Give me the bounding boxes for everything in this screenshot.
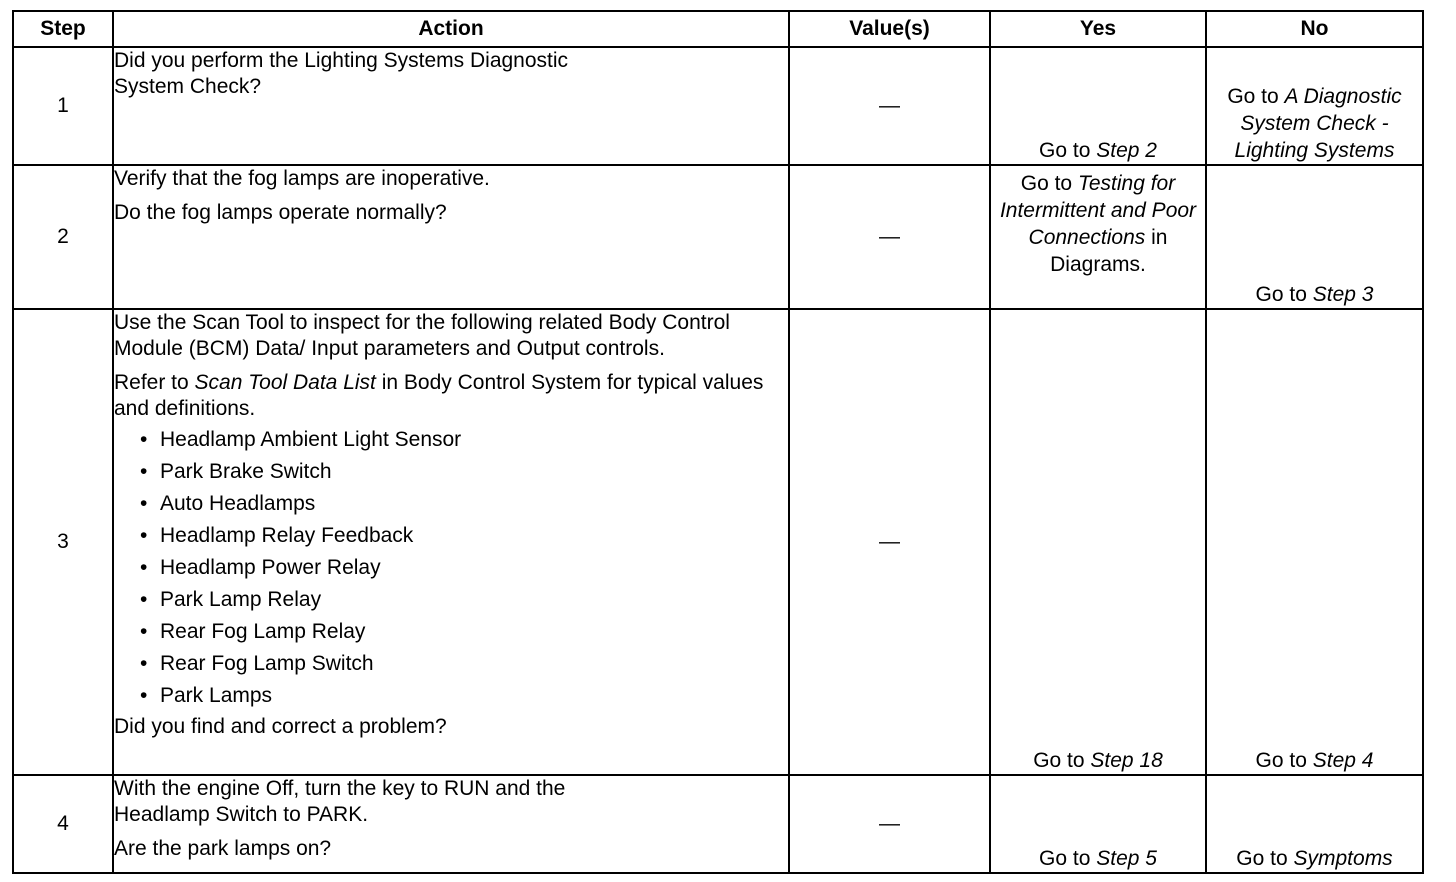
parameter-list [114,424,788,712]
action-text: Did you find and correct a problem? [114,715,447,738]
action-text [114,370,788,422]
list-item: • Headlamp Ambient Light Sensor [140,424,788,456]
action-cell [113,309,789,775]
action-cell [113,165,789,309]
goto-prefix: Go to [1039,847,1097,870]
value-cell: — [789,309,990,775]
value-cell: — [789,47,990,165]
table-header-row [13,11,1423,47]
yes-cell [990,47,1206,165]
list-item: • Rear Fog Lamp Relay [140,616,788,648]
table-row [13,47,1423,165]
yes-cell [990,775,1206,873]
goto-prefix: Go to [1255,749,1313,772]
goto-prefix: Go to [1039,139,1097,162]
action-text-suffix: in Body Control System for typical values and definitions. [114,371,764,420]
header-step: Step [13,11,113,47]
action-text-prefix: Refer to [114,371,195,394]
header-yes: Yes [990,11,1206,47]
table-row [13,165,1423,309]
list-item: • Auto Headlamps [140,488,788,520]
goto-link[interactable]: Step 4 [1312,749,1374,772]
list-item: • Rear Fog Lamp Switch [140,648,788,680]
goto-prefix: Go to [1033,749,1091,772]
action-text: Headlamp Switch to PARK. [114,803,369,826]
list-item: • Headlamp Power Relay [140,552,788,584]
action-text: Are the park lamps on? [114,837,332,860]
goto-prefix: Go to [1227,85,1285,108]
action-text: Did you perform the Lighting Systems Diagnostic [114,49,569,72]
yes-cell [990,165,1206,309]
goto-link[interactable]: Step 2 [1096,139,1157,162]
header-action: Action [113,11,789,47]
goto-link[interactable]: A Diagnostic System Check - Lighting Systems [1234,85,1402,162]
header-no: No [1206,11,1423,47]
goto-link[interactable]: Testing for Intermittent and Poor Connections [999,172,1197,249]
goto-prefix: Go to [1020,172,1078,195]
action-text: Use the Scan Tool to inspect for the following related Body Control Module (BCM) Data/ Input parameters and Output controls. [114,311,730,360]
action-text: Do the fog lamps operate normally? [114,201,447,224]
action-text: With the engine Off, turn the key to RUN and the [114,777,566,800]
no-cell [1206,775,1423,873]
no-cell [1206,165,1423,309]
list-item: • Park Brake Switch [140,456,788,488]
table-row [13,309,1423,775]
goto-prefix: Go to [1236,847,1294,870]
step-number: 4 [13,775,113,873]
action-text: Verify that the fog lamps are inoperative. [114,167,490,190]
goto-link[interactable]: Step 5 [1096,847,1157,870]
goto-prefix: Go to [1255,283,1313,306]
reference-link[interactable]: Scan Tool Data List [194,371,376,394]
value-cell: — [789,775,990,873]
no-cell [1206,309,1423,775]
diagnostic-table [12,10,1424,874]
value-cell: — [789,165,990,309]
goto-link[interactable]: Step 18 [1090,749,1163,772]
action-text: System Check? [114,75,262,98]
step-number: 3 [13,309,113,775]
yes-cell [990,309,1206,775]
step-number: 2 [13,165,113,309]
action-cell [113,47,789,165]
action-cell [113,775,789,873]
goto-suffix: in Diagrams. [1050,226,1168,276]
step-number: 1 [13,47,113,165]
goto-link[interactable]: Step 3 [1312,283,1374,306]
table-row [13,775,1423,873]
list-item: • Park Lamp Relay [140,584,788,616]
header-values: Value(s) [789,11,990,47]
list-item: • Park Lamps [140,680,788,712]
goto-link[interactable]: Symptoms [1293,847,1393,870]
list-item: • Headlamp Relay Feedback [140,520,788,552]
no-cell [1206,47,1423,165]
